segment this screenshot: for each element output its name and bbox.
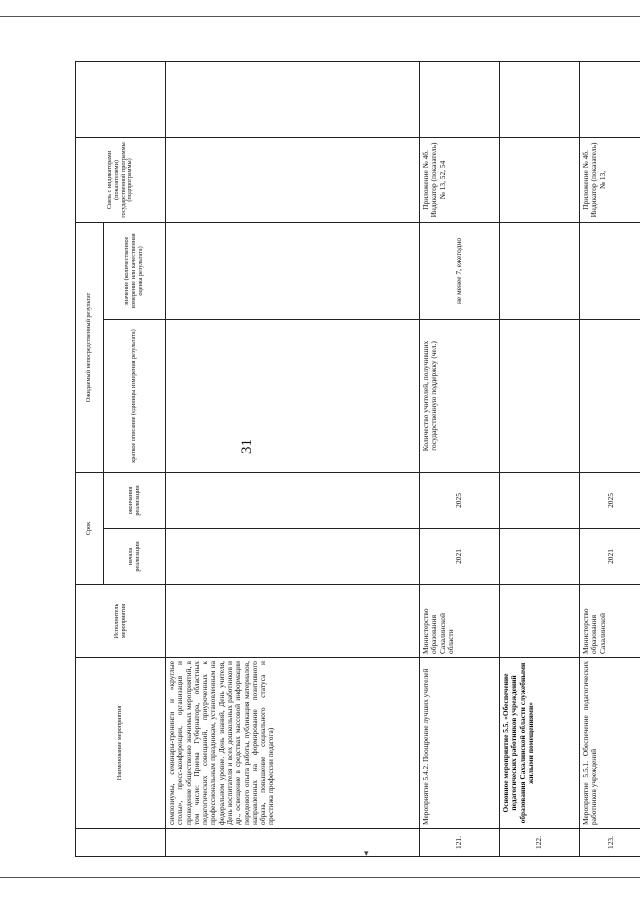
row-end [166, 472, 420, 528]
header-blank [76, 61, 166, 137]
row-name: Основное мероприятие 5.5. «Обеспечение педагогических работников учреждений образования Сахалинской области служебными жилыми помещениями» [500, 658, 580, 829]
row-result-value [166, 222, 420, 319]
row-name: Мероприятие 5.4.2. Поощрение лучших учителей [420, 658, 500, 829]
row-end [500, 472, 580, 528]
row-end: 2025 [580, 472, 640, 528]
row-number: 121. [420, 829, 500, 857]
row-start [500, 529, 580, 585]
header-result: Ожидаемый непосредственный результат [76, 222, 104, 472]
page-number: 31 [239, 439, 255, 454]
row-blank [580, 61, 640, 137]
row-name: симпозиумы, семинары-тренинги и «круглые столы», пресс-конференции, организация и проведение общественно значимых мероприятий, в том числе: Приема Губернатора, областных педагогических совещаний, приуроченных к профессиональным праздникам, установленным на федеральном уровне. День знаний, День учителя, День воспитателя и всех дошкольных работников и др., освещение в средствах массовой информации передового опыта работы, публикация материалов, направленных на формирование позитивного образа, повышение социального статуса и престижа профессии педагога) [166, 658, 420, 829]
row-number: 122. [500, 829, 580, 857]
rotated-page [75, 62, 640, 857]
row-result-short: Количество учителей, получивших государственную поддержку (чел.) [420, 319, 500, 472]
header-term: Срок [76, 472, 104, 584]
header-result-value: значение (количественное измерение или качественная оценка результата) [104, 222, 166, 319]
measures-table [75, 61, 640, 857]
row-blank [500, 61, 580, 137]
table-row [500, 61, 580, 856]
header-name: Наименование мероприятия [76, 658, 166, 829]
row-name: Мероприятие 5.5.1. Обеспечение педагогических работников учреждений [580, 658, 640, 829]
row-blank [166, 61, 420, 137]
header-executor: Исполнитель мероприятия [76, 585, 166, 658]
row-number: 123. [580, 829, 640, 857]
row-result-value: не менее 7, ежегодно [420, 222, 500, 319]
header-result-short: краткое описание (единицы измерения результата) [104, 319, 166, 472]
row-start: 2021 [420, 529, 500, 585]
header-term-end: окончания реализации [104, 472, 166, 528]
table-row [420, 61, 500, 856]
row-executor [166, 585, 420, 658]
header-term-start: начала реализации [104, 529, 166, 585]
row-blank [420, 61, 500, 137]
row-link: Приложение № 4б. Индикатор (показатель) № 13, 52, 54 [420, 137, 500, 222]
row-result-short [166, 319, 420, 472]
table-row [166, 61, 420, 856]
row-executor: Министерство образования Сахалинской [580, 585, 640, 658]
top-rule [0, 16, 640, 17]
row-start: 2021 [580, 529, 640, 585]
row-link [166, 137, 420, 222]
row-executor [500, 585, 580, 658]
row-start [166, 529, 420, 585]
header-row-1 [76, 61, 104, 856]
row-end: 2025 [420, 472, 500, 528]
row-result-short [500, 319, 580, 472]
row-result-short [580, 319, 640, 472]
table-row [580, 61, 640, 856]
row-number [166, 829, 420, 857]
row-result-value [500, 222, 580, 319]
scan-mark: ▾ [364, 848, 369, 858]
bottom-rule [0, 877, 640, 878]
row-link: Приложение № 4б. Индикатор (показатель) № 13, [580, 137, 640, 222]
row-result-value [580, 222, 640, 319]
row-executor: Министерство образования Сахалинской области [420, 585, 500, 658]
table-container [75, 62, 640, 857]
row-link [500, 137, 580, 222]
header-link: Связь с индикаторами (показателями) государственной программы (подпрограммы) [76, 137, 166, 222]
header-num [76, 829, 166, 857]
